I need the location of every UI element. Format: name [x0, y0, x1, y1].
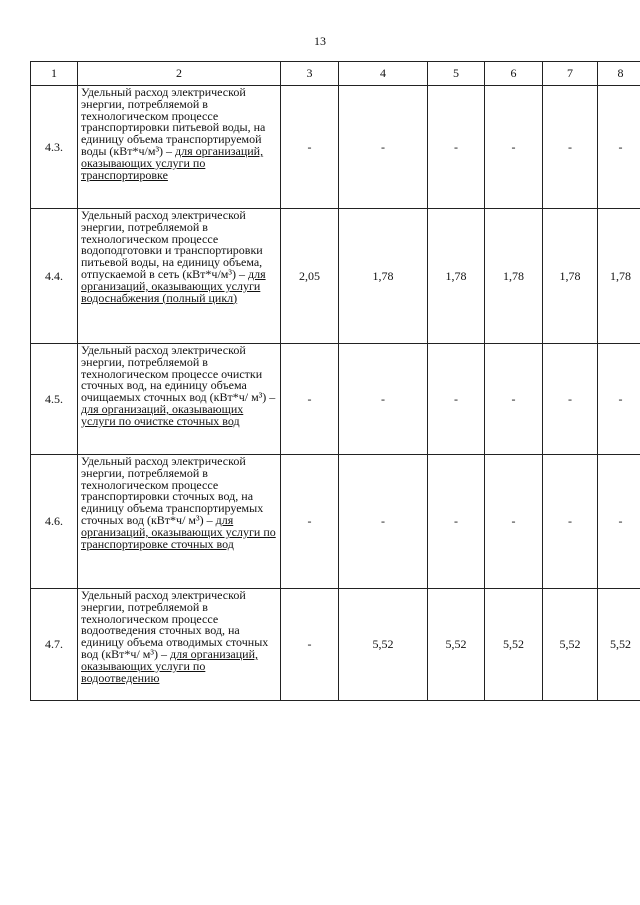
table-row	[31, 86, 640, 209]
header-cell: 8	[598, 62, 640, 86]
value-cell: -	[339, 86, 428, 209]
description-underlined-text: для организаций, оказывающих услуги по очистке сточных вод	[81, 401, 244, 428]
value-cell: 1,78	[428, 209, 485, 344]
value-cell: -	[543, 344, 598, 455]
table-row	[31, 455, 640, 589]
value-cell: -	[428, 86, 485, 209]
value-cell: -	[598, 455, 640, 589]
row-description	[78, 209, 281, 344]
value-cell: -	[543, 86, 598, 209]
value-cell: -	[281, 589, 339, 701]
value-cell: 5,52	[339, 589, 428, 701]
description-text: Удельный расход электрической энергии, потребляемой в технологическом процессе транспортировки питьевой воды, на единицу объема транспортируемой воды (кВт*ч/м³) –	[81, 85, 266, 158]
table-row	[31, 344, 640, 455]
description-text: Удельный расход электрической энергии, потребляемой в технологическом процессе транспортировки сточных вод, на единицу объема транспортируемых сточных вод (кВт*ч/ м³) –	[81, 454, 264, 527]
row-description	[78, 455, 281, 589]
row-description	[78, 344, 281, 455]
value-cell: 5,52	[485, 589, 543, 701]
value-cell: 1,78	[339, 209, 428, 344]
row-number: 4.3.	[31, 86, 78, 209]
table-row	[31, 209, 640, 344]
value-cell: 1,78	[485, 209, 543, 344]
header-cell: 4	[339, 62, 428, 86]
value-cell: -	[598, 344, 640, 455]
indicators-table	[30, 61, 640, 701]
description-text: Удельный расход электрической энергии, потребляемой в технологическом процессе очистки сточных вод, на единицу объема очищаемых сточных вод (кВт*ч/ м³) –	[81, 343, 276, 405]
value-cell: 2,05	[281, 209, 339, 344]
header-cell: 2	[78, 62, 281, 86]
value-cell: 1,78	[598, 209, 640, 344]
description-underlined-text: для организаций, оказывающих услуги по водоотведению	[81, 646, 259, 685]
row-description	[78, 589, 281, 701]
value-cell: -	[428, 455, 485, 589]
value-cell: 5,52	[543, 589, 598, 701]
header-row	[31, 62, 640, 86]
value-cell: -	[543, 455, 598, 589]
value-cell: -	[281, 86, 339, 209]
row-number: 4.5.	[31, 344, 78, 455]
value-cell: 5,52	[428, 589, 485, 701]
header-cell: 5	[428, 62, 485, 86]
value-cell: -	[598, 86, 640, 209]
value-cell: -	[339, 455, 428, 589]
table-row	[31, 589, 640, 701]
row-description	[78, 86, 281, 209]
row-number: 4.7.	[31, 589, 78, 701]
description-text: Удельный расход электрической энергии, потребляемой в технологическом процессе водоотведения сточных вод, на единицу объема отводимых сточных вод (кВт*ч/ м³) –	[81, 588, 269, 661]
header-cell: 6	[485, 62, 543, 86]
value-cell: 1,78	[543, 209, 598, 344]
description-underlined-text: для организаций, оказывающих услуги по транспортировке сточных вод	[81, 512, 276, 551]
value-cell: -	[485, 86, 543, 209]
value-cell: -	[281, 455, 339, 589]
value-cell: 5,52	[598, 589, 640, 701]
value-cell: -	[428, 344, 485, 455]
page-number: 13	[314, 34, 326, 48]
value-cell: -	[339, 344, 428, 455]
header-cell: 7	[543, 62, 598, 86]
row-number: 4.4.	[31, 209, 78, 344]
value-cell: -	[485, 344, 543, 455]
value-cell: -	[281, 344, 339, 455]
value-cell: -	[485, 455, 543, 589]
header-cell: 1	[31, 62, 78, 86]
description-underlined-text: для организаций, оказывающих услуги по транспортировке	[81, 143, 264, 182]
description-text: Удельный расход электрической энергии, потребляемой в технологическом процессе водоподготовки и транспортировки питьевой воды, на единицу объема, отпускаемой в сеть (кВт*ч/м³) –	[81, 208, 263, 281]
row-number: 4.6.	[31, 455, 78, 589]
description-underlined-text: для организаций, оказывающих услуги водоснабжения (полный цикл)	[81, 266, 266, 305]
header-cell: 3	[281, 62, 339, 86]
